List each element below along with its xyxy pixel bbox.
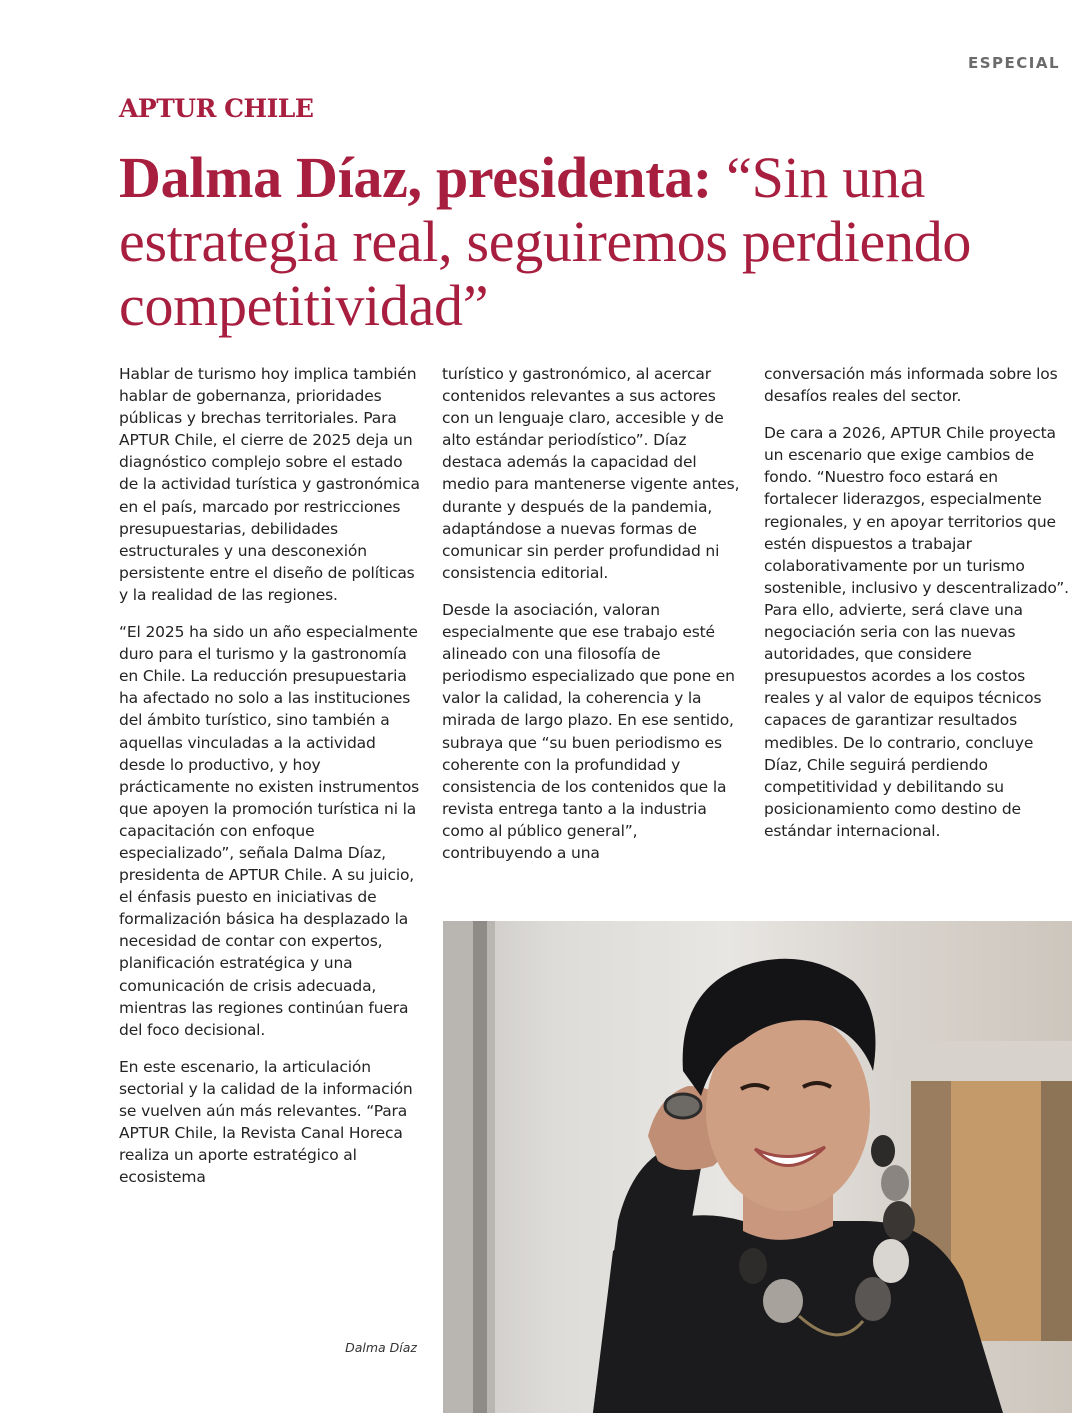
paragraph: En este escenario, la articulación sectorial y la calidad de la información se vuelven aún más relevantes. “Para APTUR Chile, la Revista Canal Horeca realiza un aporte estratégico al ecosistema — [119, 1057, 413, 1187]
paragraph: De cara a 2026, APTUR Chile proyecta un escenario que exige cambios de fondo. “Nuestro foco estará en fortalecer liderazgos, especialmente regionales, y en apoyar territorios que estén dispuestos a trabajar colaborativamente por un turismo sostenible, inclusivo y descentralizado”. Para ello, advierte, será clave una negociación seria con las nuevas autoridades, que considere presupuestos acordes a los costos reales y al valor de equipos técnicos capaces de garantizar resultados medibles. De lo contrario, concluye Díaz, Chile seguirá perdiendo competitividad y debilitando su posicionamiento como destino de estándar internacional. — [764, 424, 1069, 840]
section-label: ESPECIAL — [967, 54, 1060, 72]
headline-quote: “Sin una estrategia real, seguiremos perdiendo competitividad” — [119, 145, 972, 338]
kicker: APTUR CHILE — [119, 94, 314, 123]
bg-pillar — [443, 921, 495, 1413]
bg-wood-panel-dark — [1041, 1081, 1072, 1341]
paragraph: “El 2025 ha sido un año especialmente duro para el turismo y la gastronomía en Chile. La reducción presupuestaria ha afectado no solo a las instituciones del ámbito turístico, sino también a aquellas vinculadas a la actividad desde lo productivo, y hoy prácticamente no existen instrumentos que apoyen la promoción turística ni la capacitación con enfoque especializado”, señala Dalma Díaz, presidenta de APTUR Chile. A su juicio, el énfasis puesto en iniciativas de formalización básica ha desplazado la necesidad de contar con expertos, planificación estratégica y una comunicación de crisis adecuada, mientras las regiones continúan fuera del foco decisional. — [119, 623, 420, 1039]
paragraph: Desde la asociación, valoran especialmente que ese trabajo esté alineado con una filosofía de periodismo especializado que pone en valor la calidad, la coherencia y la mirada de largo plazo. En ese sentido, subraya que “su buen periodismo es coherente con la profundidad y consistencia de los contenidos que la revista entrega tanto a la industria como al público general”, contribuyendo a una — [442, 600, 735, 862]
headline-bold: Dalma Díaz, presidenta: — [119, 145, 712, 210]
headline — [119, 146, 1039, 338]
column-1 — [119, 363, 424, 1203]
paragraph: turístico y gastronómico, al acercar contenidos relevantes a sus actores con un lenguaje claro, accesible y de alto estándar periodístico”. Díaz destaca además la capacidad del medio para mantenerse vigente antes, durante y después de la pandemia, adaptándose a nuevas formas de comunicar sin perder profundidad ni consistencia editorial. — [442, 365, 740, 582]
column-3 — [764, 363, 1069, 857]
paragraph: Hablar de turismo hoy implica también hablar de gobernanza, prioridades públicas y brechas territoriales. Para APTUR Chile, el cierre de 2025 deja un diagnóstico complejo sobre el estado de la actividad turística y gastronómica en el país, marcado por restricciones presupuestarias, debilidades estructurales y una desconexión persistente entre el diseño de políticas y la realidad de las regiones. — [119, 365, 420, 604]
bg-pillar-edge — [473, 921, 487, 1413]
portrait-photo — [443, 921, 1072, 1413]
column-2 — [442, 363, 747, 879]
paragraph: conversación más informada sobre los desafíos reales del sector. — [764, 365, 1058, 406]
portrait-illustration — [443, 921, 1072, 1413]
ring — [665, 1094, 701, 1118]
photo-caption: Dalma Díaz — [345, 1340, 417, 1355]
bg-shelf — [893, 1041, 1072, 1081]
